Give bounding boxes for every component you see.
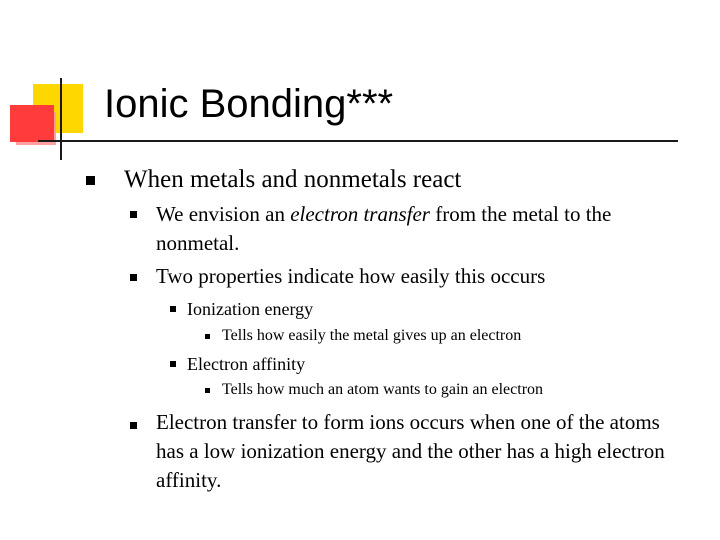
emphasis-text: electron transfer [290,202,430,226]
bullet-level3: Electron affinity [187,354,306,374]
bullet-level2: Two properties indicate how easily this occurs [156,264,546,288]
bullet-level3: Ionization energy [187,299,314,319]
bullet-square-icon [170,361,176,367]
bullet-level4: Tells how easily the metal gives up an electron [222,327,522,344]
bullet-square-icon [130,211,137,218]
bullet-square-icon [205,388,210,393]
bullet-square-icon [130,274,137,281]
bullet-square-icon [130,422,137,429]
bullet-square-icon [170,306,176,312]
slide-title: Ionic Bonding*** [104,82,394,126]
bullet-level4: Tells how much an atom wants to gain an electron [222,381,544,398]
bullet-square-icon [86,176,95,185]
bullet-square-icon [205,334,210,339]
bullet-level1: When metals and nonmetals react [124,166,462,193]
bullet-level2: We envision an electron transfer from the metal to the nonmetal. [156,202,612,255]
bullet-level2: Electron transfer to form ions occurs when one of the atoms has a low ionization energy and the other has a high electron affinity. [156,410,665,492]
